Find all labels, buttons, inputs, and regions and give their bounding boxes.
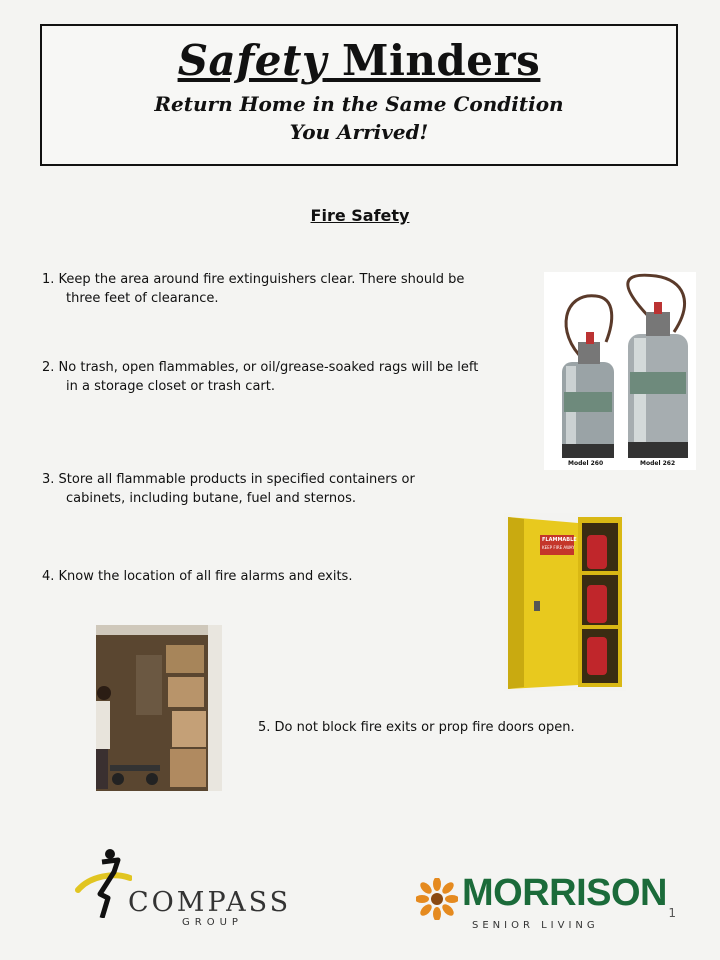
list-item: 1. Keep the area around fire extinguishers clear. There should be three feet of clearance. — [42, 272, 465, 306]
page-title: Safety Minders — [177, 36, 541, 85]
flammable-cabinet-photo — [504, 513, 626, 691]
cabinet-label: FLAMMABLE — [542, 537, 577, 543]
morrison-flower-icon — [416, 878, 458, 920]
morrison-subtext: SENIOR LIVING — [472, 920, 599, 931]
title-box — [40, 24, 678, 166]
page-number: 1 — [668, 906, 676, 920]
section-title: Fire Safety — [310, 206, 410, 225]
compass-logo — [72, 848, 132, 918]
storage-closet-photo — [96, 625, 222, 791]
subtitle-line1: Return Home in the Same Condition — [154, 92, 564, 116]
cabinet-sublabel: KEEP FIRE AWAY — [542, 545, 575, 550]
compass-subtext: GROUP — [182, 917, 243, 928]
compass-wordmark: COMPASS — [128, 887, 292, 918]
extinguisher-label-right: Model 262 — [640, 460, 676, 467]
list-item: 3. Store all flammable products in specified containers or cabinets, including butane, fuel and sternos. — [42, 472, 415, 506]
list-item: 4. Know the location of all fire alarms and exits. — [42, 569, 353, 584]
extinguisher-label-left: Model 260 — [568, 460, 604, 467]
morrison-wordmark: MORRISON — [462, 872, 667, 914]
subtitle-line2: You Arrived! — [289, 120, 429, 144]
list-item: 2. No trash, open flammables, or oil/grease-soaked rags will be left in a storage closet or trash cart. — [42, 360, 479, 394]
list-item: 5. Do not block fire exits or prop fire doors open. — [258, 720, 575, 735]
fire-extinguishers-photo — [544, 272, 696, 470]
